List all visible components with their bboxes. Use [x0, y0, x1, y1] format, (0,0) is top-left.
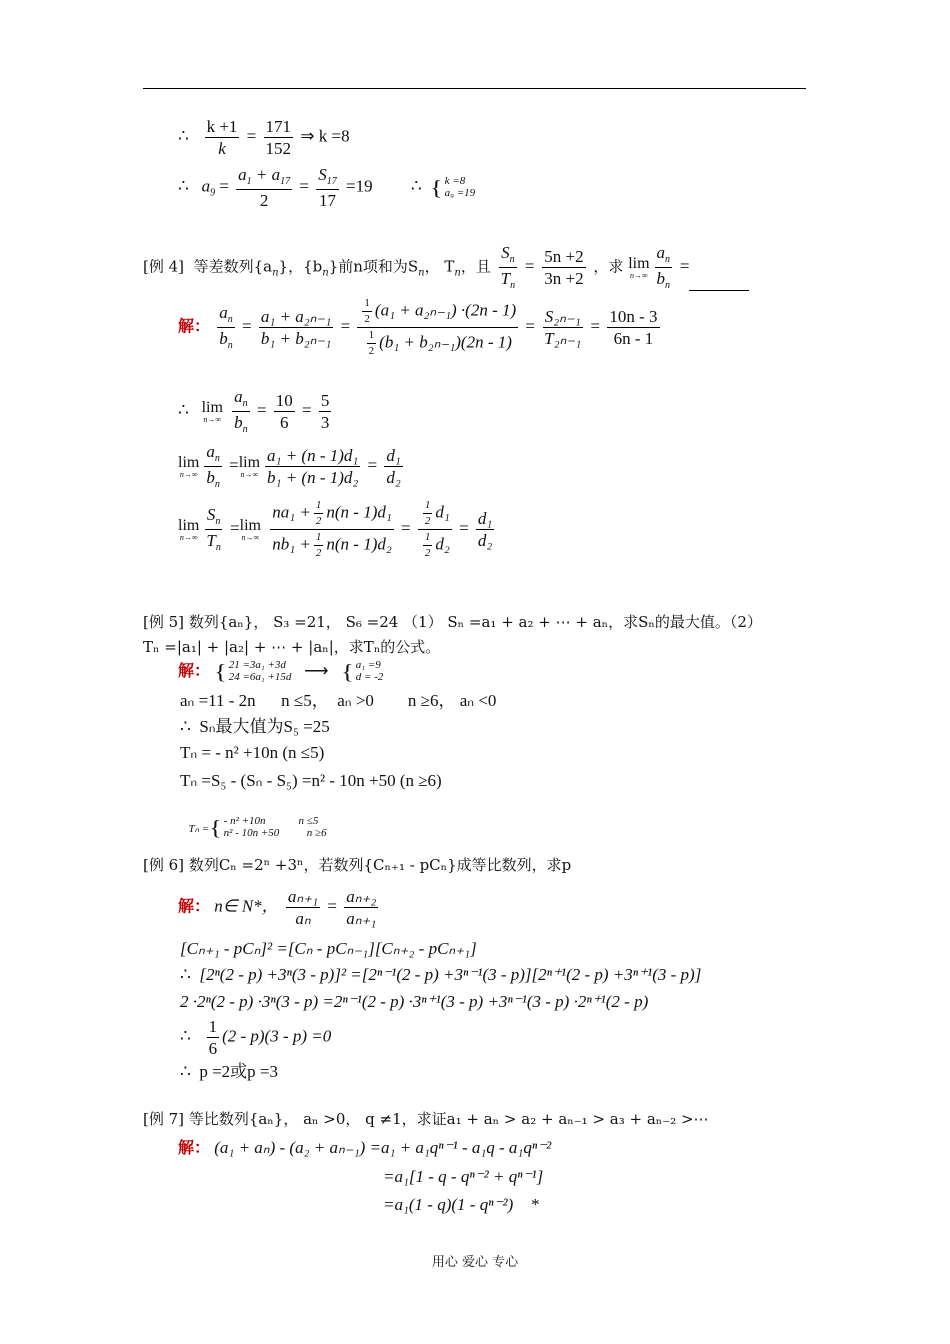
example-5-line-3: Tₙ = - n² +10n (n ≤5) — [180, 743, 325, 762]
example-5-statement-2: Tₙ =|a₁| + |a₂| + ⋯ + |aₙ|，求Tₙ的公式。 — [143, 638, 441, 656]
ex4-solution-row-2: ∴ lim n→∞ $\frac{a_n}{b_n}$ = $\frac{10}{6}$ = $\frac{5}{3}$ — [178, 387, 330, 435]
example-7-label: [例 7] — [143, 1110, 185, 1128]
example-5-statement: [例 5] 数列{aₙ}， S₃ =21， S₆ =24 （1） Sₙ =a₁ + a₂ + ⋯ + aₙ，求Sₙ的最大值。（2） — [143, 613, 762, 631]
page-footer: 用心 爱心 专心 — [431, 1255, 519, 1270]
example-5-label: [例 5] — [143, 613, 185, 631]
example-6-label: [例 6] — [143, 856, 185, 874]
example-6-line-1: [Cₙ₊₁ - pCₙ]² =[Cₙ - pCₙ₋₁][Cₙ₊₂ - pCₙ₊₁] — [180, 939, 477, 958]
fraction-a1-a17: $\frac{a_1 + a_{17}}{2}$ — [238, 165, 291, 210]
therefore-k-line: ∴ $\frac{k +1}{k}$ = $\frac{171}{152}$ ⇒ k =8 — [178, 117, 350, 158]
example-5-line-4: Tₙ =S₅ - (Sₙ - S₅) =n² - 10n +50 (n ≥6) — [180, 771, 442, 790]
example-6-line-3: 2 ·2ⁿ(2 - p) ·3ⁿ(3 - p) =2ⁿ⁻¹(2 - p) ·3ⁿ⁺¹(3 - p) +3ⁿ⁻¹(3 - p) ·2ⁿ⁺¹(2 - p) — [180, 992, 649, 1011]
example-6-statement: [例 6] 数列Cₙ =2ⁿ +3ⁿ，若数列{Cₙ₊₁ - pCₙ}成等比数列，求p — [143, 856, 572, 874]
system-k-a9: k =8 a₉ =19 — [444, 174, 476, 199]
half-sum-fraction: $\frac{1}{2}$ (a₁ + a₂ₙ₋₁) ·(2n - 1) $\frac{1}{2}$ (b₁ + b₂ₙ₋₁)(2n - 1) — [357, 298, 518, 357]
example-4-statement: [例 4] 等差数列$\{a_n\}$，$\{b_n\}$前n项和为$S_n$， $T_n$，且 $\frac{S_n}{T_n}$ = $\frac{5n +2}{3n +2}$ ，求 lim n→∞ $\frac{a_n}{b_n}$ = — [143, 244, 749, 291]
limit-symbol: lim n→∞ — [628, 254, 650, 280]
example-5-piecewise: Tₙ ={ - n² +10n n ≤5 n² - 10n +50 n ≥6 — [188, 815, 327, 840]
example-7-line-3: =a₁(1 - q)(1 - qⁿ⁻²) * — [383, 1195, 539, 1214]
header-rule — [143, 88, 806, 89]
example-7-line-1: 解： (a₁ + aₙ) - (a₂ + aₙ₋₁) =a₁ + a₁qⁿ⁻¹ - a₁q - a₁qⁿ⁻² — [178, 1138, 552, 1157]
ex4-solution-row-4: lim n→∞ $\frac{S_n}{T_n}$ = lim n→∞ na₁ + $\frac{1}{2}$ n(n - 1)d₁ nb₁ + $\frac{1}{2}$ n(n - 1)d₂ = $\frac{1}{2}$ d₁ $\frac{1}{2}$ d₂ = $\frac{\text{d₁}}{\text{d₂}}$ — [178, 499, 493, 559]
fraction-5n2-3n2: $\frac{5n +2}{3n +2}$ — [544, 247, 584, 288]
example-7-statement: [例 7] 等比数列{aₙ}， aₙ >0， q ≠1，求证a₁ + aₙ > a₂ + aₙ₋₁ > a₃ + aₙ₋₂ >⋯ — [143, 1110, 709, 1128]
example-7-line-2: =a₁[1 - q - qⁿ⁻² + qⁿ⁻¹] — [383, 1167, 544, 1186]
answer-blank — [689, 276, 749, 291]
solution-label: 解： — [178, 316, 211, 336]
ex4-solution-row-1: 解： $\frac{a_n}{b_n}$ = $\frac{\text{a₁ + a₂ₙ₋₁}}{\text{b₁ + b₂ₙ₋₁}}$ = $\frac{1}{2}$ (a₁ + a₂ₙ₋₁) ·(2n - 1) $\frac{1}{2}$ (b₁ + b₂ₙ₋₁)(2n - 1) = $\frac{\text{S₂ₙ₋₁}}{\text{T₂ₙ₋₁}}$ = $\frac{10n - 3}{6n - 1}$ — [178, 297, 658, 357]
fraction-171-152: $\frac{171}{152}$ — [265, 117, 292, 158]
system-brace: { — [430, 175, 443, 199]
example-6-line-2: ∴ [2ⁿ(2 - p) +3ⁿ(3 - p)]² =[2ⁿ⁻¹(2 - p) +3ⁿ⁻¹(3 - p)][2ⁿ⁺¹(2 - p) +3ⁿ⁺¹(3 - p)] — [180, 965, 702, 984]
example-6-line-5: ∴ p =2或p =3 — [180, 1062, 279, 1081]
therefore-a9-line: ∴ $a_9$ = $\frac{a_1 + a_{17}}{2}$ = $\frac{S_{17}}{17}$ =19 ∴ { k =8 a₉ =19 — [178, 165, 476, 210]
example-6-line-4: ∴ $\frac{1}{6}$ (2 - p)(3 - p) =0 — [180, 1017, 332, 1058]
example-5-system: 解： { 21 =3a₁ +3d 24 =6a₁ +15d ⟶ { a₁ =9 d = -2 — [178, 659, 384, 684]
ex4-solution-row-3: lim n→∞ $\frac{a_n}{b_n}$ = lim n→∞ $\frac{\text{a₁ + (n - 1)d₁}}{\text{b₁ + (n - 1)d₂}}$ = $\frac{\text{d₁}}{\text{d₂}}$ — [178, 442, 401, 490]
therefore-symbol: ∴ — [178, 126, 189, 146]
example-5-line-2: ∴ Sₙ最大值为S₅ =25 — [180, 717, 330, 736]
example-6-line-0: 解： n∈ N*， $\frac{\text{aₙ₊₁}}{\text{aₙ}}$ = $\frac{\text{aₙ₊₂}}{\text{aₙ₊₁}}$ — [178, 887, 377, 928]
fraction-s17: $\frac{S_{17}}{17}$ — [318, 165, 337, 210]
fraction-an-bn: $\frac{a_n}{b_n}$ — [656, 243, 671, 291]
example-5-line-1: aₙ =11 - 2n n ≤5， aₙ >0 n ≥6， aₙ <0 — [180, 691, 497, 710]
fraction-sn-tn: $\frac{S_n}{T_n}$ — [500, 243, 516, 291]
example-4-label: [例 4] — [143, 257, 185, 276]
fraction-k: $\frac{k +1}{k}$ — [206, 117, 238, 158]
